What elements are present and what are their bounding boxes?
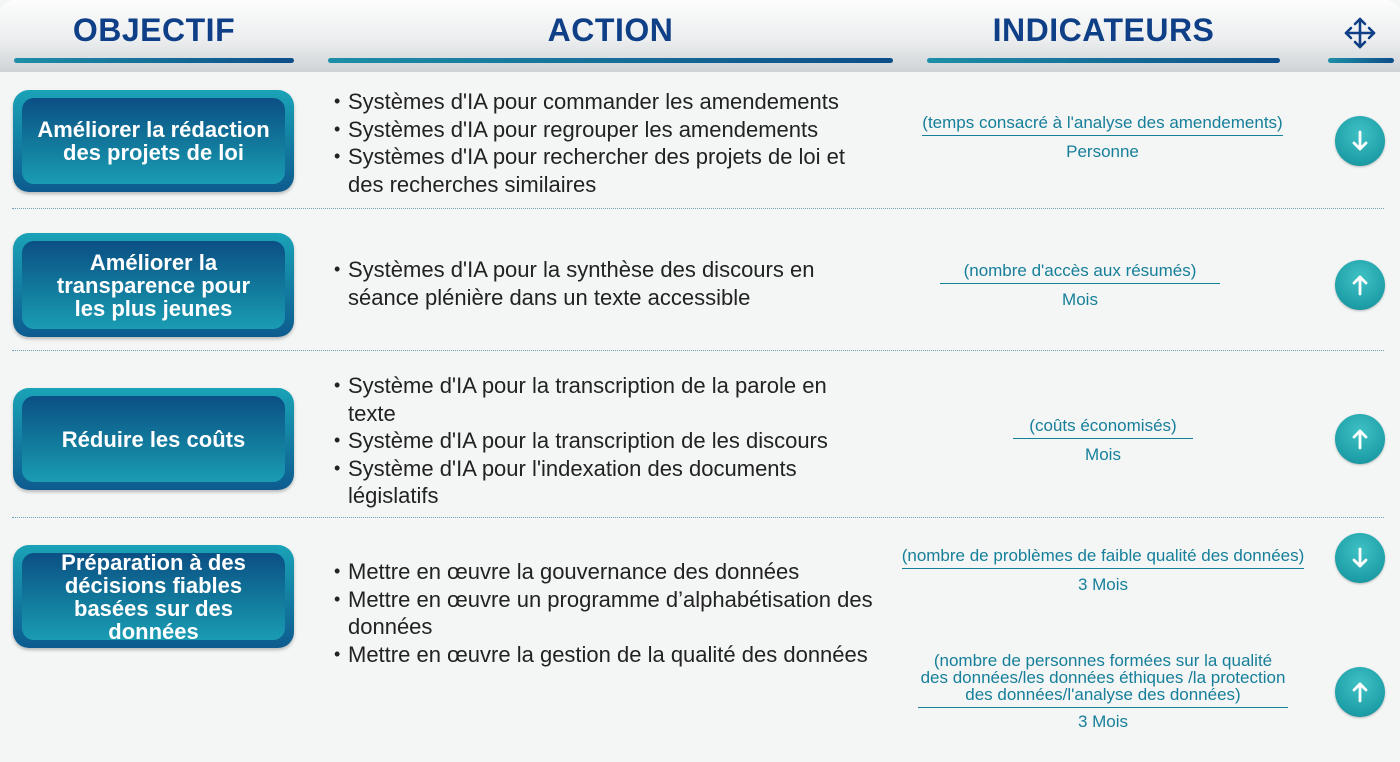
move-arrows-icon[interactable]	[1343, 16, 1377, 50]
objective-label: Réduire les coûts	[22, 396, 285, 482]
list-item: • Systèmes d'IA pour rechercher des projets de loi et des recherches similaires	[334, 143, 874, 198]
indicator-denominator: 3 Mois	[1077, 712, 1129, 731]
indicator	[900, 113, 1305, 162]
header-action-underline	[328, 58, 893, 63]
list-item: • Système d'IA pour la transcription de la parole en texte	[334, 372, 874, 427]
row-divider	[12, 208, 1384, 209]
action-list	[334, 88, 874, 198]
indicator	[903, 652, 1303, 732]
objective-card	[13, 233, 294, 337]
objective-label: Améliorer la transparence pour les plus jeunes	[22, 241, 285, 329]
action-list	[334, 256, 874, 311]
header-move-underline	[1328, 58, 1394, 63]
header-action	[328, 0, 893, 72]
action-list	[334, 558, 874, 668]
header-objectif-label: OBJECTIF	[72, 12, 236, 48]
objective-label: Préparation à des décisions fiables basées sur des données	[22, 553, 285, 640]
list-item: • Système d'IA pour la transcription de les discours	[334, 427, 874, 455]
row-divider	[12, 517, 1384, 518]
table-header	[0, 0, 1400, 72]
indicator	[930, 261, 1230, 310]
list-item: • Systèmes d'IA pour regrouper les amendements	[334, 116, 874, 144]
trend-down-icon	[1335, 533, 1385, 583]
header-objectif	[14, 0, 294, 72]
objective-card	[13, 388, 294, 490]
indicator-numerator: (temps consacré à l'analyse des amendements)	[922, 114, 1282, 136]
list-item: • Système d'IA pour l'indexation des documents législatifs	[334, 455, 874, 510]
list-item: • Systèmes d'IA pour commander les amendements	[334, 88, 874, 116]
indicator-numerator: (nombre de personnes formées sur la qualité des données/les données éthiques /la protection des données/l'analyse des données)	[918, 652, 1288, 708]
objective-card	[13, 90, 294, 192]
indicator-numerator: (coûts économisés)	[1013, 417, 1192, 439]
indicator	[1003, 416, 1203, 465]
list-item: • Systèmes d'IA pour la synthèse des discours en séance plénière dans un texte accessible	[334, 256, 874, 311]
indicator	[880, 546, 1326, 595]
header-indicateurs-underline	[927, 58, 1280, 63]
objective-label: Améliorer la rédaction des projets de loi	[22, 98, 285, 184]
header-indicateurs	[927, 0, 1280, 72]
action-list	[334, 372, 874, 510]
indicator-numerator: (nombre de problèmes de faible qualité des données)	[902, 547, 1305, 569]
list-item: • Mettre en œuvre un programme d’alphabétisation des données	[334, 586, 874, 641]
indicator-denominator: Personne	[1066, 142, 1139, 161]
header-indicateurs-label: INDICATEURS	[992, 12, 1215, 48]
trend-up-icon	[1335, 667, 1385, 717]
indicator-denominator: Mois	[1062, 290, 1098, 309]
row-divider	[12, 350, 1384, 351]
header-action-label: ACTION	[547, 12, 674, 48]
list-item: • Mettre en œuvre la gestion de la qualité des données	[334, 641, 874, 669]
indicator-numerator: (nombre d'accès aux résumés)	[940, 262, 1221, 284]
indicator-denominator: Mois	[1085, 445, 1121, 464]
list-item: • Mettre en œuvre la gouvernance des données	[334, 558, 874, 586]
trend-up-icon	[1335, 414, 1385, 464]
trend-up-icon	[1335, 260, 1385, 310]
header-objectif-underline	[14, 58, 294, 63]
indicator-denominator: 3 Mois	[1077, 575, 1129, 594]
objective-card	[13, 545, 294, 648]
trend-down-icon	[1335, 116, 1385, 166]
